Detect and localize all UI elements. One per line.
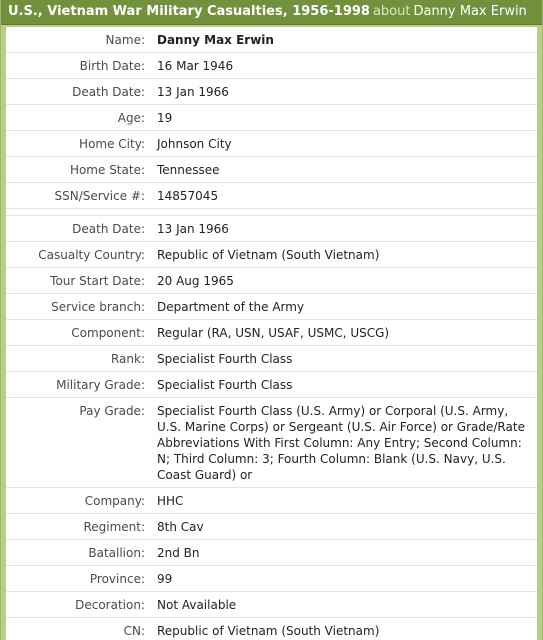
- record-row-age: [6, 105, 537, 131]
- field-value: Danny Max Erwin: [151, 27, 537, 53]
- field-label: Home State:: [6, 157, 151, 183]
- record-row-ssn: [6, 183, 537, 209]
- record-row-death-date: [6, 79, 537, 105]
- field-label: Casualty Country:: [6, 242, 151, 268]
- field-label: Home City:: [6, 131, 151, 157]
- record-content: [6, 27, 537, 640]
- divider-cell: [6, 209, 151, 216]
- field-value: 99: [151, 566, 537, 592]
- field-label: Regiment:: [6, 514, 151, 540]
- field-label: Birth Date:: [6, 53, 151, 79]
- record-row-province: [6, 566, 537, 592]
- field-value: Department of the Army: [151, 294, 537, 320]
- field-value: Republic of Vietnam (South Vietnam): [151, 242, 537, 268]
- field-label: Service branch:: [6, 294, 151, 320]
- field-value: 8th Cav: [151, 514, 537, 540]
- field-label: Decoration:: [6, 592, 151, 618]
- record-row-decoration: [6, 592, 537, 618]
- field-label: Province:: [6, 566, 151, 592]
- field-label: Company:: [6, 488, 151, 514]
- record-row-military-grade: [6, 372, 537, 398]
- field-value: Not Available: [151, 592, 537, 618]
- record-row-batallion: [6, 540, 537, 566]
- field-label: Pay Grade:: [6, 398, 151, 488]
- field-value: Specialist Fourth Class (U.S. Army) or Corporal (U.S. Army, U.S. Marine Corps) or Sergeant (U.S. Air Force) or Grade/Rate Abbreviations With First Column: Any Entry; Second Column: N; Third Column: 3; Fourth Column: Blank (U.S. Navy, U.S. Coast Guard) or: [151, 398, 537, 488]
- record-row-service-branch: [6, 294, 537, 320]
- field-value: 19: [151, 105, 537, 131]
- field-value: Johnson City: [151, 131, 537, 157]
- record-row-company: [6, 488, 537, 514]
- field-value: Specialist Fourth Class: [151, 346, 537, 372]
- field-value: 2nd Bn: [151, 540, 537, 566]
- field-value: HHC: [151, 488, 537, 514]
- record-row-home-state: [6, 157, 537, 183]
- field-value: 13 Jan 1966: [151, 79, 537, 105]
- field-label: Death Date:: [6, 216, 151, 242]
- field-value: 20 Aug 1965: [151, 268, 537, 294]
- record-row-pay-grade: [6, 398, 537, 488]
- field-label: Military Grade:: [6, 372, 151, 398]
- field-value: 14857045: [151, 183, 537, 209]
- field-label: Age:: [6, 105, 151, 131]
- field-label: CN:: [6, 618, 151, 640]
- record-row-casualty-country: [6, 242, 537, 268]
- record-row-component: [6, 320, 537, 346]
- field-label: Death Date:: [6, 79, 151, 105]
- field-value: Regular (RA, USN, USAF, USMC, USCG): [151, 320, 537, 346]
- record-header: [1, 0, 542, 25]
- record-row-tour-start-date: [6, 268, 537, 294]
- field-label: Rank:: [6, 346, 151, 372]
- field-value: Specialist Fourth Class: [151, 372, 537, 398]
- record-row-cn: [6, 618, 537, 640]
- field-label: Tour Start Date:: [6, 268, 151, 294]
- field-label: Name:: [6, 27, 151, 53]
- record-table: [6, 27, 537, 640]
- field-label: SSN/Service #:: [6, 183, 151, 209]
- field-label: Component:: [6, 320, 151, 346]
- field-value: 13 Jan 1966: [151, 216, 537, 242]
- record-row-death-date-2: [6, 216, 537, 242]
- field-label: Batallion:: [6, 540, 151, 566]
- field-value: 16 Mar 1946: [151, 53, 537, 79]
- record-row-rank: [6, 346, 537, 372]
- collection-title[interactable]: U.S., Vietnam War Military Casualties, 1956-1998: [8, 4, 370, 19]
- record-row-birth-date: [6, 53, 537, 79]
- section-divider: [6, 209, 537, 216]
- field-value: Republic of Vietnam (South Vietnam): [151, 618, 537, 640]
- record-row-name: [6, 27, 537, 53]
- about-label: about: [372, 4, 411, 19]
- person-name-header: Danny Max Erwin: [413, 4, 527, 19]
- record-row-home-city: [6, 131, 537, 157]
- divider-cell: [151, 209, 537, 216]
- record-row-regiment: [6, 514, 537, 540]
- field-value: Tennessee: [151, 157, 537, 183]
